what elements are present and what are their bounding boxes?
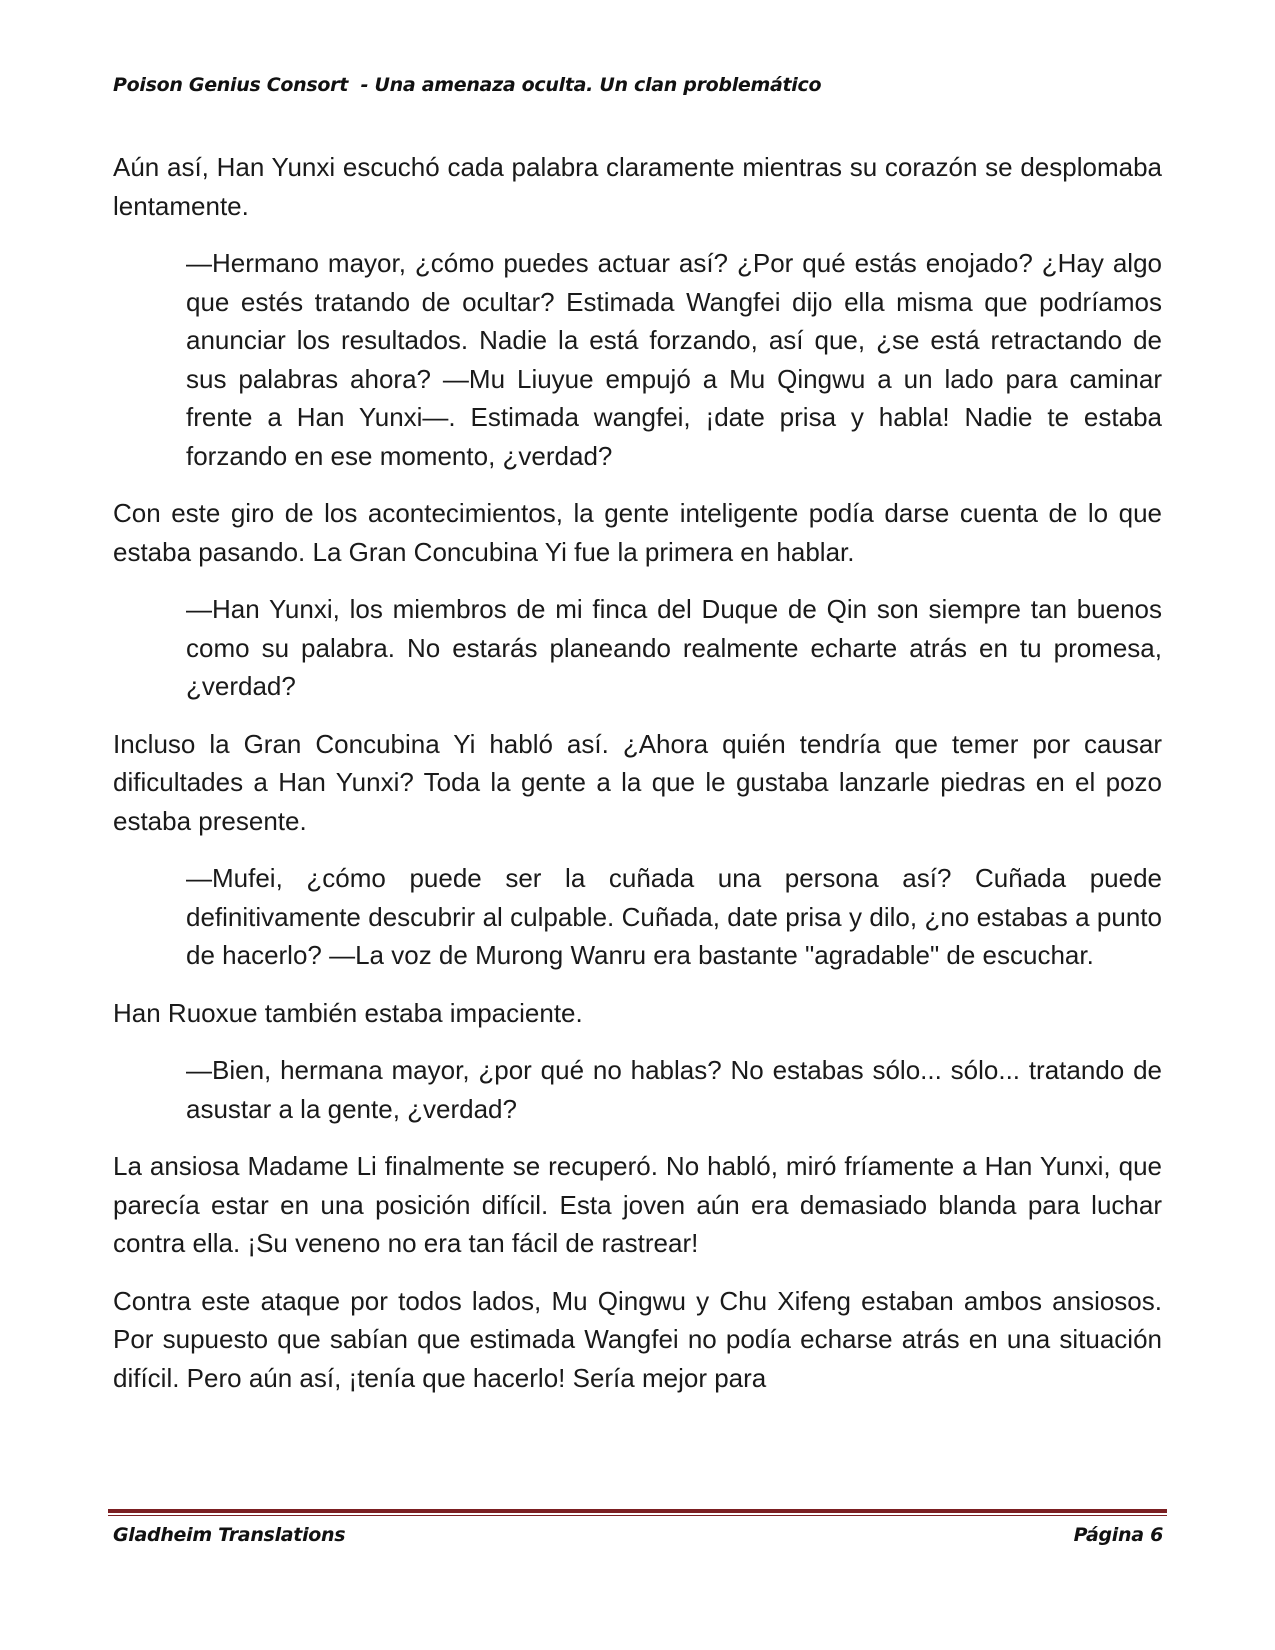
footer-divider-thick <box>108 1509 1167 1513</box>
paragraph: Han Ruoxue también estaba impaciente. <box>113 997 583 1028</box>
dialogue-paragraph: —Hermano mayor, ¿cómo puedes actuar así? ¿Por qué estás enojado? ¿Hay algo que estés tratando de ocultar? Estimada Wangfei dijo ella misma que podríamos anunciar los resultados. Nadie la está forzando, así que, ¿se está retractando de sus palabras ahora? —Mu Liuyue empujó a Mu Qingwu a un lado para caminar frente a Han Yunxi—. Estimada wangfei, ¡date prisa y habla! Nadie te estaba forzando en ese momento, ¿verdad? <box>186 248 1162 471</box>
dialogue-paragraph: —Bien, hermana mayor, ¿por qué no hablas? No estabas sólo... sólo... tratando de asustar a la gente, ¿verdad? <box>186 1055 1162 1124</box>
paragraph: La ansiosa Madame Li finalmente se recuperó. No habló, miró fríamente a Han Yunxi, que parecía estar en una posición difícil. Esta joven aún era demasiado blanda para luchar contra ella. ¡Su veneno no era tan fácil de rastrear! <box>113 1151 1162 1258</box>
paragraph: Aún así, Han Yunxi escuchó cada palabra claramente mientras su corazón se desplomaba lentamente. <box>113 152 1162 221</box>
footer-page-number: Página 6 <box>1073 1524 1163 1546</box>
dialogue-paragraph: —Han Yunxi, los miembros de mi finca del Duque de Qin son siempre tan buenos como su palabra. No estarás planeando realmente echarte atrás en tu promesa, ¿verdad? <box>186 594 1162 701</box>
page-header-title: Poison Genius Consort - Una amenaza oculta. Un clan problemático <box>113 74 822 96</box>
paragraph: Contra este ataque por todos lados, Mu Qingwu y Chu Xifeng estaban ambos ansiosos. Por supuesto que sabían que estimada Wangfei no podía echarse atrás en una situación difícil. Pero aún así, ¡tenía que hacerlo! Sería mejor para <box>113 1285 1162 1393</box>
paragraph: Con este giro de los acontecimientos, la gente inteligente podía darse cuenta de lo que estaba pasando. La Gran Concubina Yi fue la primera en hablar. <box>113 498 1162 567</box>
dialogue-paragraph: —Mufei, ¿cómo puede ser la cuñada una persona así? Cuñada puede definitivamente descubrir al culpable. Cuñada, date prisa y dilo, ¿no estabas a punto de hacerlo? —La voz de Murong Wanru era bastante "agradable" de escuchar. <box>186 863 1162 970</box>
footer-publisher: Gladheim Translations <box>113 1524 346 1546</box>
footer-divider-thin <box>108 1515 1167 1516</box>
paragraph: Incluso la Gran Concubina Yi habló así. ¿Ahora quién tendría que temer por causar dificultades a Han Yunxi? Toda la gente a la que le gustaba lanzarle piedras en el pozo estaba presente. <box>113 728 1162 836</box>
page-body <box>113 148 1162 1416</box>
